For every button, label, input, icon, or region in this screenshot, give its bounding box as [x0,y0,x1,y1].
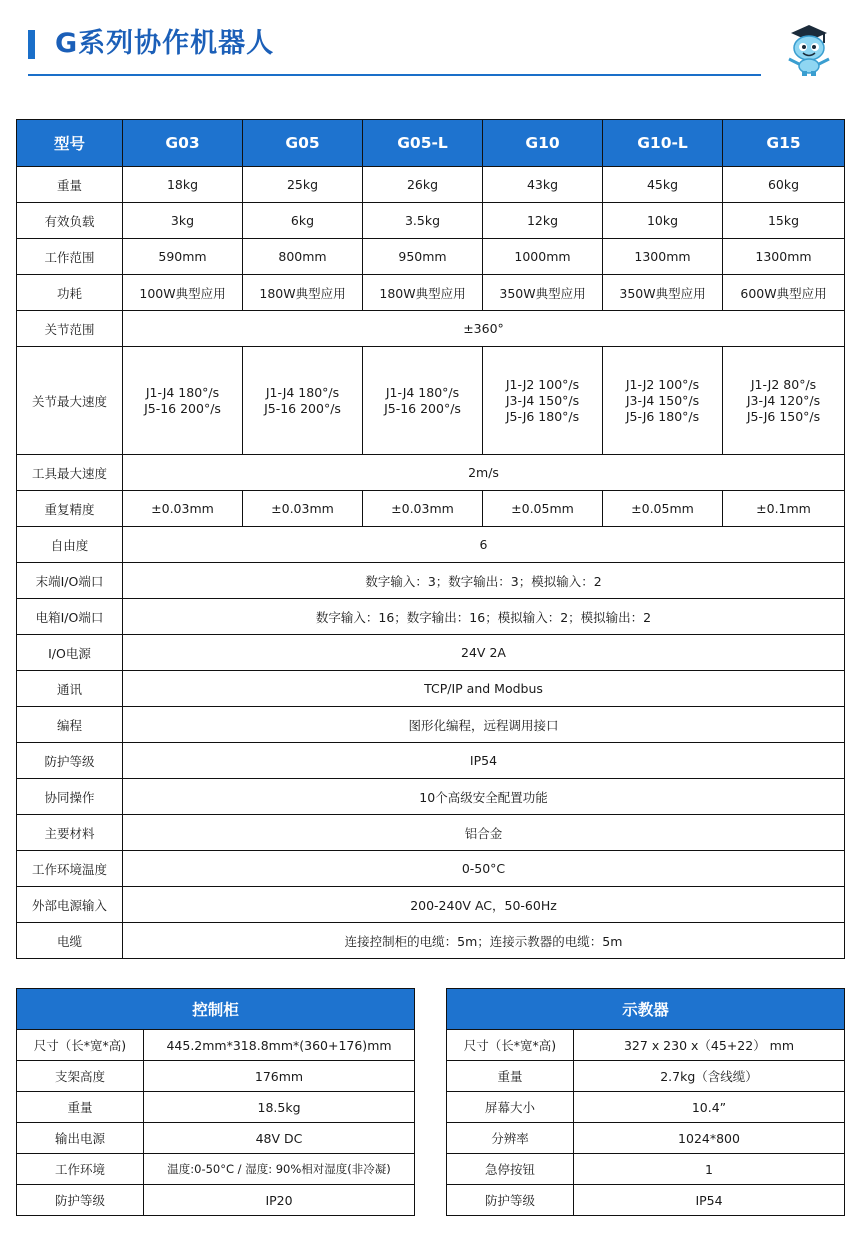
table-row [447,1185,845,1216]
table-cell: 15kg [723,203,845,239]
table-cell: 3kg [123,203,243,239]
table-cell: 1300mm [603,239,723,275]
row-label: 编程 [17,707,123,743]
table-header-row [447,989,845,1030]
row-label: 通讯 [17,671,123,707]
row-label: I/O电源 [17,635,123,671]
row-label: 电缆 [17,923,123,959]
table-cell: J1-J4 180°/s J5-16 200°/s [363,347,483,455]
robot-mascot-icon [783,21,835,77]
table-cell: 350W典型应用 [483,275,603,311]
header-cell: G03 [123,120,243,167]
table-cell: 2m/s [123,455,845,491]
table-cell: ±0.1mm [723,491,845,527]
table-cell: 600W典型应用 [723,275,845,311]
table-row [447,1061,845,1092]
row-label: 重复精度 [17,491,123,527]
table-row [17,167,845,203]
pendant-spec-table [446,988,845,1216]
table-cell: J1-J2 80°/s J3-J4 120°/s J5-J6 150°/s [723,347,845,455]
table-cell: 6 [123,527,845,563]
table-row [17,1092,415,1123]
row-label: 外部电源输入 [17,887,123,923]
table-cell: IP20 [144,1185,415,1216]
spec-table [16,119,845,959]
table-cell: 数字输入：3；数字输出：3；模拟输入：2 [123,563,845,599]
table-row [17,275,845,311]
table-cell: 连接控制柜的电缆：5m；连接示教器的电缆：5m [123,923,845,959]
row-label: 防护等级 [17,1185,144,1216]
row-label: 分辨率 [447,1123,574,1154]
table-row [17,779,845,815]
table-cell: 25kg [243,167,363,203]
table-row [17,707,845,743]
table-row [17,599,845,635]
table-cell: 43kg [483,167,603,203]
table-cell: 2.7kg（含线缆） [574,1061,845,1092]
table-cell: 950mm [363,239,483,275]
row-label: 协同操作 [17,779,123,815]
row-label: 屏幕大小 [447,1092,574,1123]
table-cell: ±0.03mm [123,491,243,527]
table-cell: 6kg [243,203,363,239]
table-cell: 200-240V AC，50-60Hz [123,887,845,923]
table-row [17,347,845,455]
table-row [447,1154,845,1185]
table-cell: J1-J4 180°/s J5-16 200°/s [243,347,363,455]
table-cell: 350W典型应用 [603,275,723,311]
table-row [17,1154,415,1185]
cabinet-title: 控制柜 [17,989,415,1030]
table-header-row [17,120,845,167]
table-row [17,203,845,239]
table-cell: 10kg [603,203,723,239]
table-row [17,527,845,563]
table-row [447,1123,845,1154]
table-cell: 180W典型应用 [243,275,363,311]
table-cell: 176mm [144,1061,415,1092]
table-cell: IP54 [123,743,845,779]
table-cell: 1000mm [483,239,603,275]
row-label: 尺寸（长*宽*高) [17,1030,144,1061]
row-label: 末端I/O端口 [17,563,123,599]
table-cell: 100W典型应用 [123,275,243,311]
table-row [17,239,845,275]
table-cell: 26kg [363,167,483,203]
table-cell: IP54 [574,1185,845,1216]
row-label: 防护等级 [447,1185,574,1216]
header-cell: 型号 [17,120,123,167]
table-row [17,491,845,527]
row-label: 工作环境温度 [17,851,123,887]
table-header-row [17,989,415,1030]
row-label: 支架高度 [17,1061,144,1092]
row-label: 防护等级 [17,743,123,779]
row-label: 有效负载 [17,203,123,239]
table-cell: 铝合金 [123,815,845,851]
table-cell: ±0.03mm [243,491,363,527]
table-row [17,455,845,491]
table-cell: J1-J2 100°/s J3-J4 150°/s J5-J6 180°/s [603,347,723,455]
table-cell: 1 [574,1154,845,1185]
table-cell: ±360° [123,311,845,347]
table-cell: 590mm [123,239,243,275]
header-cell: G10-L [603,120,723,167]
table-row [17,311,845,347]
table-cell: TCP/IP and Modbus [123,671,845,707]
row-label: 工作范围 [17,239,123,275]
row-label: 重量 [447,1061,574,1092]
table-cell: 1024*800 [574,1123,845,1154]
page-title: G系列协作机器人 [55,28,275,59]
table-row [17,851,845,887]
row-label: 电箱I/O端口 [17,599,123,635]
table-cell: 图形化编程，远程调用接口 [123,707,845,743]
pendant-title: 示教器 [447,989,845,1030]
table-cell: 10.4” [574,1092,845,1123]
table-cell: 445.2mm*318.8mm*(360+176)mm [144,1030,415,1061]
table-cell: 327 x 230 x（45+22） mm [574,1030,845,1061]
table-row [17,1030,415,1061]
header-cell: G05 [243,120,363,167]
table-row [17,1061,415,1092]
table-cell: 45kg [603,167,723,203]
table-cell: 0-50°C [123,851,845,887]
header-cell: G15 [723,120,845,167]
table-cell: 60kg [723,167,845,203]
table-row [447,1092,845,1123]
row-label: 输出电源 [17,1123,144,1154]
table-row [447,1030,845,1061]
table-row [17,887,845,923]
table-cell: J1-J2 100°/s J3-J4 150°/s J5-J6 180°/s [483,347,603,455]
row-label: 重量 [17,1092,144,1123]
table-cell: 18.5kg [144,1092,415,1123]
row-label: 重量 [17,167,123,203]
row-label: 功耗 [17,275,123,311]
row-label: 关节最大速度 [17,347,123,455]
table-cell: 3.5kg [363,203,483,239]
table-cell: 温度:0-50°C / 湿度: 90%相对湿度(非冷凝) [144,1154,415,1185]
table-cell: 数字输入：16；数字输出：16；模拟输入：2；模拟输出：2 [123,599,845,635]
header-cell: G05-L [363,120,483,167]
table-cell: J1-J4 180°/s J5-16 200°/s [123,347,243,455]
table-row [17,563,845,599]
table-row [17,815,845,851]
table-cell: 12kg [483,203,603,239]
table-cell: 24V 2A [123,635,845,671]
table-row [17,635,845,671]
row-label: 工作环境 [17,1154,144,1185]
table-row [17,743,845,779]
table-row [17,671,845,707]
table-cell: 48V DC [144,1123,415,1154]
table-cell: 10个高级安全配置功能 [123,779,845,815]
title-accent-bar [28,30,35,59]
table-cell: ±0.05mm [603,491,723,527]
header-cell: G10 [483,120,603,167]
table-cell: 800mm [243,239,363,275]
row-label: 工具最大速度 [17,455,123,491]
table-cell: 18kg [123,167,243,203]
row-label: 关节范围 [17,311,123,347]
cabinet-spec-table [16,988,415,1216]
table-cell: 180W典型应用 [363,275,483,311]
row-label: 自由度 [17,527,123,563]
row-label: 尺寸（长*宽*高) [447,1030,574,1061]
table-cell: ±0.05mm [483,491,603,527]
table-cell: ±0.03mm [363,491,483,527]
table-row [17,923,845,959]
table-row [17,1185,415,1216]
row-label: 主要材料 [17,815,123,851]
table-cell: 1300mm [723,239,845,275]
table-row [17,1123,415,1154]
title-underline [28,74,761,76]
row-label: 急停按钮 [447,1154,574,1185]
